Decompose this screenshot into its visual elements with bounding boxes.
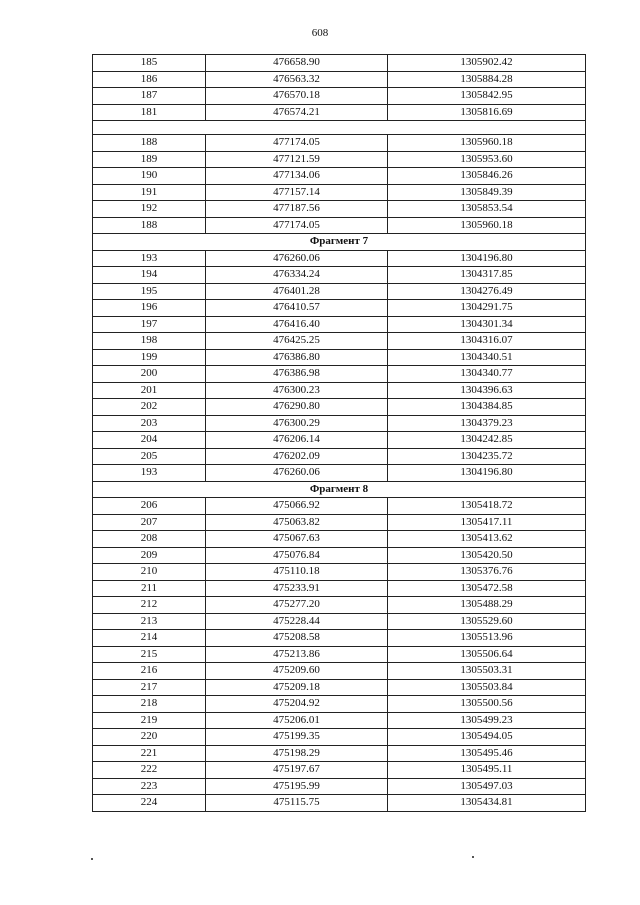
point-number-cell: 215 [93, 646, 206, 663]
y-coordinate-cell: 1305503.31 [388, 663, 586, 680]
point-number-cell: 195 [93, 283, 206, 300]
x-coordinate-cell: 475110.18 [206, 564, 388, 581]
point-number-cell: 203 [93, 415, 206, 432]
table-row [93, 366, 586, 383]
table-row [93, 547, 586, 564]
table-row [93, 696, 586, 713]
y-coordinate-cell: 1305495.46 [388, 745, 586, 762]
point-number-cell: 210 [93, 564, 206, 581]
y-coordinate-cell: 1305497.03 [388, 778, 586, 795]
y-coordinate-cell: 1304396.63 [388, 382, 586, 399]
x-coordinate-cell: 476290.80 [206, 399, 388, 416]
table-row [93, 712, 586, 729]
table-row [93, 745, 586, 762]
coordinates-table [92, 54, 586, 812]
table-row [93, 580, 586, 597]
point-number-cell: 181 [93, 104, 206, 121]
fragment-label: Фрагмент 7 [93, 234, 586, 251]
point-number-cell: 219 [93, 712, 206, 729]
x-coordinate-cell: 477157.14 [206, 184, 388, 201]
table-row [93, 217, 586, 234]
table-row [93, 267, 586, 284]
table-row [93, 432, 586, 449]
point-number-cell: 188 [93, 217, 206, 234]
point-number-cell: 212 [93, 597, 206, 614]
x-coordinate-cell: 477121.59 [206, 151, 388, 168]
x-coordinate-cell: 475063.82 [206, 514, 388, 531]
y-coordinate-cell: 1305849.39 [388, 184, 586, 201]
scan-mark [472, 856, 474, 858]
blank-row [93, 121, 586, 135]
x-coordinate-cell: 475115.75 [206, 795, 388, 812]
y-coordinate-cell: 1305853.54 [388, 201, 586, 218]
point-number-cell: 200 [93, 366, 206, 383]
x-coordinate-cell: 477187.56 [206, 201, 388, 218]
y-coordinate-cell: 1305494.05 [388, 729, 586, 746]
x-coordinate-cell: 476334.24 [206, 267, 388, 284]
point-number-cell: 220 [93, 729, 206, 746]
point-number-cell: 216 [93, 663, 206, 680]
table-row [93, 399, 586, 416]
table-row [93, 646, 586, 663]
table-row [93, 283, 586, 300]
table-row [93, 415, 586, 432]
y-coordinate-cell: 1305417.11 [388, 514, 586, 531]
x-coordinate-cell: 475213.86 [206, 646, 388, 663]
point-number-cell: 211 [93, 580, 206, 597]
x-coordinate-cell: 476202.09 [206, 448, 388, 465]
x-coordinate-cell: 476386.80 [206, 349, 388, 366]
point-number-cell: 186 [93, 71, 206, 88]
x-coordinate-cell: 477174.05 [206, 135, 388, 152]
y-coordinate-cell: 1305884.28 [388, 71, 586, 88]
table-row [93, 333, 586, 350]
point-number-cell: 217 [93, 679, 206, 696]
table-row [93, 465, 586, 482]
y-coordinate-cell: 1304316.07 [388, 333, 586, 350]
table-row [93, 531, 586, 548]
y-coordinate-cell: 1304340.77 [388, 366, 586, 383]
point-number-cell: 193 [93, 250, 206, 267]
y-coordinate-cell: 1305420.50 [388, 547, 586, 564]
point-number-cell: 191 [93, 184, 206, 201]
point-number-cell: 201 [93, 382, 206, 399]
x-coordinate-cell: 477134.06 [206, 168, 388, 185]
point-number-cell: 205 [93, 448, 206, 465]
point-number-cell: 202 [93, 399, 206, 416]
scan-mark [91, 858, 93, 860]
y-coordinate-cell: 1304379.23 [388, 415, 586, 432]
y-coordinate-cell: 1304301.34 [388, 316, 586, 333]
table-row [93, 88, 586, 105]
point-number-cell: 193 [93, 465, 206, 482]
table-row [93, 168, 586, 185]
y-coordinate-cell: 1305529.60 [388, 613, 586, 630]
y-coordinate-cell: 1304276.49 [388, 283, 586, 300]
point-number-cell: 223 [93, 778, 206, 795]
table-row [93, 201, 586, 218]
point-number-cell: 213 [93, 613, 206, 630]
table-row [93, 184, 586, 201]
table-row [93, 316, 586, 333]
x-coordinate-cell: 475233.91 [206, 580, 388, 597]
x-coordinate-cell: 475076.84 [206, 547, 388, 564]
y-coordinate-cell: 1304317.85 [388, 267, 586, 284]
x-coordinate-cell: 476410.57 [206, 300, 388, 317]
y-coordinate-cell: 1305846.26 [388, 168, 586, 185]
table-row [93, 778, 586, 795]
page-number: 608 [311, 27, 329, 39]
table-row [93, 663, 586, 680]
x-coordinate-cell: 475277.20 [206, 597, 388, 614]
table-row [93, 250, 586, 267]
y-coordinate-cell: 1305842.95 [388, 88, 586, 105]
table-row [93, 55, 586, 72]
x-coordinate-cell: 475197.67 [206, 762, 388, 779]
blank-cell [93, 121, 586, 135]
point-number-cell: 197 [93, 316, 206, 333]
x-coordinate-cell: 476425.25 [206, 333, 388, 350]
y-coordinate-cell: 1305472.58 [388, 580, 586, 597]
table-row [93, 564, 586, 581]
y-coordinate-cell: 1305418.72 [388, 498, 586, 515]
x-coordinate-cell: 475228.44 [206, 613, 388, 630]
point-number-cell: 187 [93, 88, 206, 105]
table-row [93, 104, 586, 121]
point-number-cell: 209 [93, 547, 206, 564]
y-coordinate-cell: 1304196.80 [388, 465, 586, 482]
x-coordinate-cell: 476386.98 [206, 366, 388, 383]
fragment-header-row [93, 234, 586, 251]
y-coordinate-cell: 1304291.75 [388, 300, 586, 317]
table-row [93, 679, 586, 696]
point-number-cell: 207 [93, 514, 206, 531]
y-coordinate-cell: 1305960.18 [388, 135, 586, 152]
y-coordinate-cell: 1305506.64 [388, 646, 586, 663]
y-coordinate-cell: 1304340.51 [388, 349, 586, 366]
x-coordinate-cell: 476401.28 [206, 283, 388, 300]
table-row [93, 498, 586, 515]
fragment-label: Фрагмент 8 [93, 481, 586, 498]
y-coordinate-cell: 1304196.80 [388, 250, 586, 267]
y-coordinate-cell: 1305500.56 [388, 696, 586, 713]
y-coordinate-cell: 1305413.62 [388, 531, 586, 548]
y-coordinate-cell: 1304235.72 [388, 448, 586, 465]
table-row [93, 71, 586, 88]
x-coordinate-cell: 475209.60 [206, 663, 388, 680]
x-coordinate-cell: 476574.21 [206, 104, 388, 121]
x-coordinate-cell: 476563.32 [206, 71, 388, 88]
point-number-cell: 204 [93, 432, 206, 449]
x-coordinate-cell: 476260.06 [206, 250, 388, 267]
table-row [93, 795, 586, 812]
y-coordinate-cell: 1305953.60 [388, 151, 586, 168]
point-number-cell: 214 [93, 630, 206, 647]
point-number-cell: 192 [93, 201, 206, 218]
x-coordinate-cell: 476206.14 [206, 432, 388, 449]
y-coordinate-cell: 1305503.84 [388, 679, 586, 696]
point-number-cell: 188 [93, 135, 206, 152]
fragment-header-row [93, 481, 586, 498]
point-number-cell: 224 [93, 795, 206, 812]
x-coordinate-cell: 476416.40 [206, 316, 388, 333]
y-coordinate-cell: 1304384.85 [388, 399, 586, 416]
y-coordinate-cell: 1305902.42 [388, 55, 586, 72]
x-coordinate-cell: 475209.18 [206, 679, 388, 696]
table-row [93, 597, 586, 614]
y-coordinate-cell: 1305816.69 [388, 104, 586, 121]
x-coordinate-cell: 475208.58 [206, 630, 388, 647]
x-coordinate-cell: 475204.92 [206, 696, 388, 713]
table-row [93, 613, 586, 630]
y-coordinate-cell: 1305495.11 [388, 762, 586, 779]
table-row [93, 762, 586, 779]
point-number-cell: 199 [93, 349, 206, 366]
y-coordinate-cell: 1305376.76 [388, 564, 586, 581]
point-number-cell: 208 [93, 531, 206, 548]
y-coordinate-cell: 1305434.81 [388, 795, 586, 812]
table-row [93, 349, 586, 366]
y-coordinate-cell: 1305488.29 [388, 597, 586, 614]
table-row [93, 151, 586, 168]
x-coordinate-cell: 476260.06 [206, 465, 388, 482]
x-coordinate-cell: 475195.99 [206, 778, 388, 795]
table-row [93, 514, 586, 531]
point-number-cell: 185 [93, 55, 206, 72]
x-coordinate-cell: 476300.23 [206, 382, 388, 399]
point-number-cell: 189 [93, 151, 206, 168]
table-row [93, 729, 586, 746]
table-row [93, 630, 586, 647]
x-coordinate-cell: 477174.05 [206, 217, 388, 234]
x-coordinate-cell: 475206.01 [206, 712, 388, 729]
point-number-cell: 198 [93, 333, 206, 350]
x-coordinate-cell: 476570.18 [206, 88, 388, 105]
table-row [93, 300, 586, 317]
table-row [93, 135, 586, 152]
x-coordinate-cell: 475198.29 [206, 745, 388, 762]
y-coordinate-cell: 1304242.85 [388, 432, 586, 449]
point-number-cell: 190 [93, 168, 206, 185]
point-number-cell: 221 [93, 745, 206, 762]
x-coordinate-cell: 475066.92 [206, 498, 388, 515]
point-number-cell: 206 [93, 498, 206, 515]
point-number-cell: 194 [93, 267, 206, 284]
x-coordinate-cell: 476300.29 [206, 415, 388, 432]
point-number-cell: 218 [93, 696, 206, 713]
x-coordinate-cell: 475199.35 [206, 729, 388, 746]
x-coordinate-cell: 475067.63 [206, 531, 388, 548]
x-coordinate-cell: 476658.90 [206, 55, 388, 72]
point-number-cell: 222 [93, 762, 206, 779]
y-coordinate-cell: 1305513.96 [388, 630, 586, 647]
table-row [93, 382, 586, 399]
point-number-cell: 196 [93, 300, 206, 317]
y-coordinate-cell: 1305960.18 [388, 217, 586, 234]
y-coordinate-cell: 1305499.23 [388, 712, 586, 729]
table-row [93, 448, 586, 465]
